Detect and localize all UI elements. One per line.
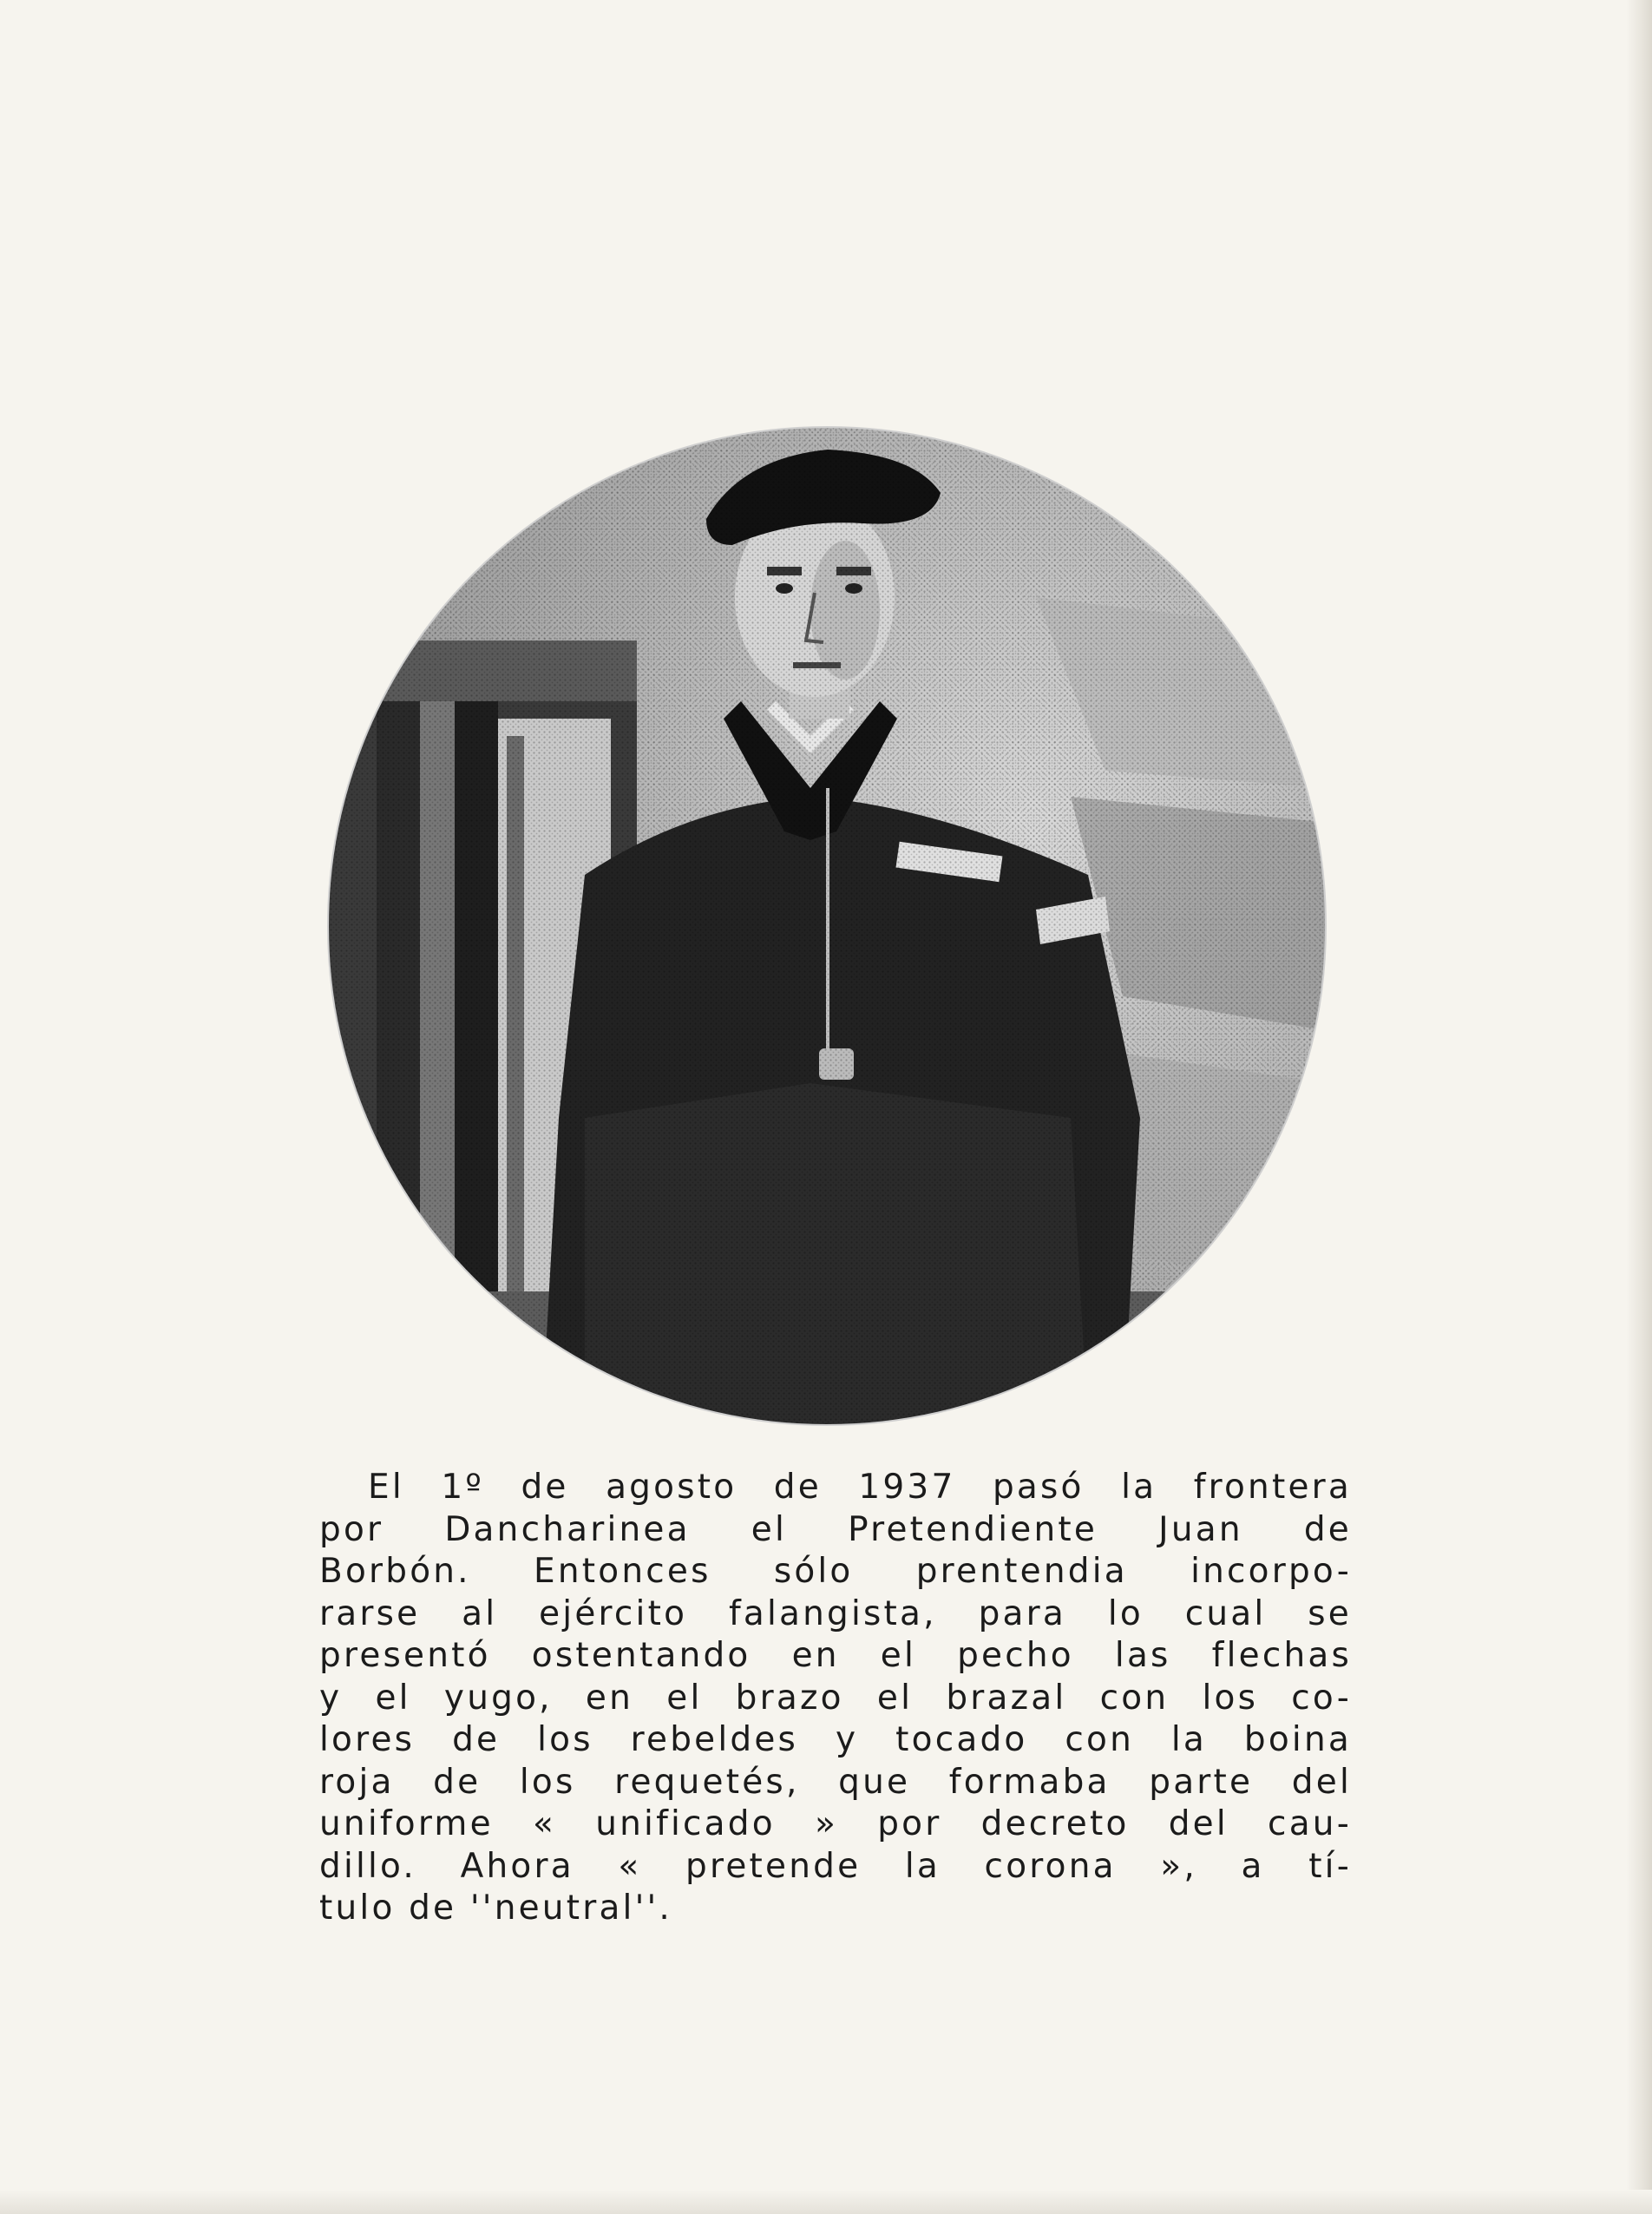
circular-portrait-photo	[324, 424, 1329, 1429]
caption-line: tulo de ''neutral''.	[319, 1889, 673, 1928]
caption-line: lores de los rebeldes y tocado con la boina	[319, 1720, 1352, 1759]
caption-line: y el yugo, en el brazo el brazal con los co-	[319, 1678, 1352, 1718]
card-edge-shadow-bottom	[0, 2190, 1652, 2214]
caption-line: rarse al ejército falangista, para lo cual se	[319, 1593, 1352, 1633]
caption-line: Borbón. Entonces sólo prentendia incorpo-	[319, 1552, 1352, 1591]
caption-line: El 1º de agosto de 1937 pasó la frontera	[368, 1468, 1352, 1507]
caption-line: por Dancharinea el Pretendiente Juan de	[319, 1509, 1352, 1549]
caption-line: roja de los requetés, que formaba parte del	[319, 1762, 1352, 1802]
caption-line: dillo. Ahora « pretende la corona », a tí-	[319, 1846, 1352, 1886]
card-edge-shadow	[1626, 0, 1652, 2214]
caption-line: presentó ostentando en el pecho las flechas	[319, 1636, 1352, 1675]
caption-text	[319, 1467, 1352, 1930]
caption-line: uniforme « unificado » por decreto del cau-	[319, 1804, 1352, 1843]
